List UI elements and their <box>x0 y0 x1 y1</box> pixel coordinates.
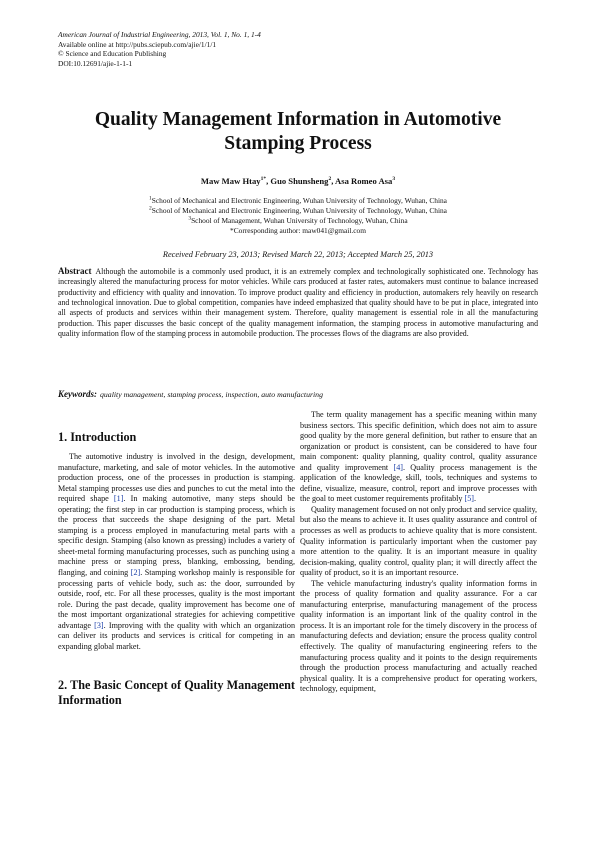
paragraph-text: . Stamping workshop mainly is responsible for processing parts of vehicle body, such as: the door, surrounded by outside, roof, etc. For all these processes, quality is the most important role. During the past decade, quality improvement has become one of the most important organizational strategies for achieving competitive advantage <box>58 568 295 630</box>
keywords-label: Keywords: <box>58 389 97 399</box>
author-superscript: 2 <box>328 176 332 183</box>
citation-link-4[interactable]: [4] <box>393 462 403 472</box>
availability-line: Available online at http://pubs.sciepub.com/ajie/1/1/1 <box>58 39 217 49</box>
author-superscript: 3 <box>392 176 396 183</box>
affiliation-text: School of Mechanical and Electronic Engineering, Wuhan University of Technology, Wuhan, China <box>151 206 447 215</box>
author-name: Asa Romeo Asa <box>335 176 393 186</box>
left-column <box>58 410 295 708</box>
paragraph-text: The term quality management has a specific meaning within many business sectors. This specific definition, which does not aim to assure good quality by the more general definition, but rather to ensure that an organization or product is consistent, can be considered to have four main component: quality planning, quality control, quality assurance and quality improvement <box>300 410 537 472</box>
journal-header <box>58 30 478 68</box>
vehicle-manufacturing-paragraph: The vehicle manufacturing industry's quality information forms in the process of quality formation and quality assurance. For a car manufacturing enterprise, manufacturing management of the process quality information is an important link of the quality control in the process. It is an important role for the timely discovery in the process of manufacturing defects and deviation; ensure the process quality control effectively. The quality of manufacturing engineering refers to the manufacturing process quality and it points to the design requirements through the production process manufacturing and actually reached physical quality. It is a comprehensive product for operating workers, technology, equipment, <box>300 578 537 694</box>
affiliation-line <box>58 206 538 216</box>
section-heading-basic-concept: 2. The Basic Concept of Quality Management Information <box>58 678 295 708</box>
author-list <box>58 176 538 186</box>
affiliation-superscript: 1 <box>149 195 152 202</box>
paragraph-text: . <box>473 494 476 504</box>
affiliation-superscript: 3 <box>188 215 192 222</box>
author-superscript: 1* <box>260 176 267 183</box>
journal-citation: American Journal of Industrial Engineering, 2013, Vol. 1, No. 1, 1-4 <box>58 30 261 39</box>
citation-link-5[interactable]: [5] <box>464 494 474 504</box>
citation-link-2[interactable]: [2] <box>130 568 141 578</box>
affiliation-superscript: 2 <box>149 205 152 212</box>
affiliation-line <box>58 196 538 206</box>
intro-paragraph <box>58 452 295 652</box>
author-name: Maw Maw Htay <box>200 176 261 186</box>
paragraph-text: . Quality process management is the application of the knowledge, skill, tools, techniques and systems to define, visualize, measure, control, report and improve processes with the goal to meet customer requirements profitably <box>300 462 538 504</box>
paper-title: Quality Management Information in Automotive Stamping Process <box>94 109 502 154</box>
paragraph-text: . In making automotive, many steps should be operating; the first step in car production is stamping process, which is the process that succeeds the shape designing of the part. Metal stamping is a process employed in manufacturing metal parts with a specific design. Stamping (also known as pressing) includes a variety of sheet-metal forming manufacturing processes, such as punching using a machine press or stamping press, blanking, embossing, bending, flanging, and coining <box>58 494 295 578</box>
abstract-label: Abstract <box>58 266 92 276</box>
citation-link-3[interactable]: [3] <box>94 620 104 630</box>
affiliation-line <box>58 216 538 226</box>
affiliation-text: School of Mechanical and Electronic Engineering, Wuhan University of Technology, Wuhan, China <box>151 196 447 205</box>
copyright-line: © Science and Education Publishing <box>58 49 167 59</box>
keywords-text: quality management, stamping process, inspection, auto manufacturing <box>100 390 323 399</box>
doi-line: DOI:10.12691/ajie-1-1-1 <box>58 58 133 68</box>
citation-link-1[interactable]: [1] <box>113 494 124 504</box>
definition-paragraph <box>300 410 537 505</box>
author-separator: , <box>266 176 271 186</box>
received-dates: Received February 23, 2013; Revised March 22, 2013; Accepted March 25, 2013 <box>162 250 434 259</box>
author-separator: , <box>331 176 336 186</box>
affiliation-text: School of Management, Wuhan University of Technology, Wuhan, China <box>191 216 408 225</box>
quality-management-paragraph: Quality management focused on not only product and service quality, but also the means to achieve it. It uses quality assurance and control of processes as well as products to achieve quality that is more consistent. Quality information is particularly important when the customer pay more attention to the quality. It is an important measure in quality decision-making, quality control, quality plan; it will directly affect the quality of product, so it is an important resource. <box>300 504 538 578</box>
keywords-block <box>58 389 538 399</box>
author-name: Guo Shunsheng <box>270 176 329 186</box>
paragraph-text: . Improving with the quality with which an organization can deliver its products and services is critical for competing in an expanding global market. <box>58 620 296 651</box>
section-heading-introduction: 1. Introduction <box>58 430 137 444</box>
abstract-block <box>58 266 538 339</box>
paragraph-text: The automotive industry is involved in the design, development, manufacture, marketing, and sale of motor vehicles. In the automotive production process, one of the processes in production is stamping. Metal stamping processes use dies and punches to cut the metal into the required shape <box>58 452 295 504</box>
abstract-text: Although the automobile is a commonly used product, it is an extremely complex and technologically sophisticated one. Technology has increasingly altered the manufacturing process for motor vehicles. While cars produced at faster rates, automakers must continue to balance increased productivity and efficiency with quality and innovation. To improve product quality and efficiency in production, automakers rely heavily on research and technological innovation. Due to global competition, companies have indeed emphasized that quality should have to be put in place, integrated into all aspects of products and services within their management system. Therefore, quality management is essential role in all the manufacturing production. This paper discusses the basic concept of the quality management information, the stamping process in automotive manufacturing and quality information flow of the stamping process in automobile production. The processes flows of the diagrams are also provided. <box>58 267 538 339</box>
corresponding-author: *Corresponding author: maw041@gmail.com <box>230 226 366 235</box>
affiliation-list <box>58 196 538 236</box>
right-column <box>300 410 537 695</box>
